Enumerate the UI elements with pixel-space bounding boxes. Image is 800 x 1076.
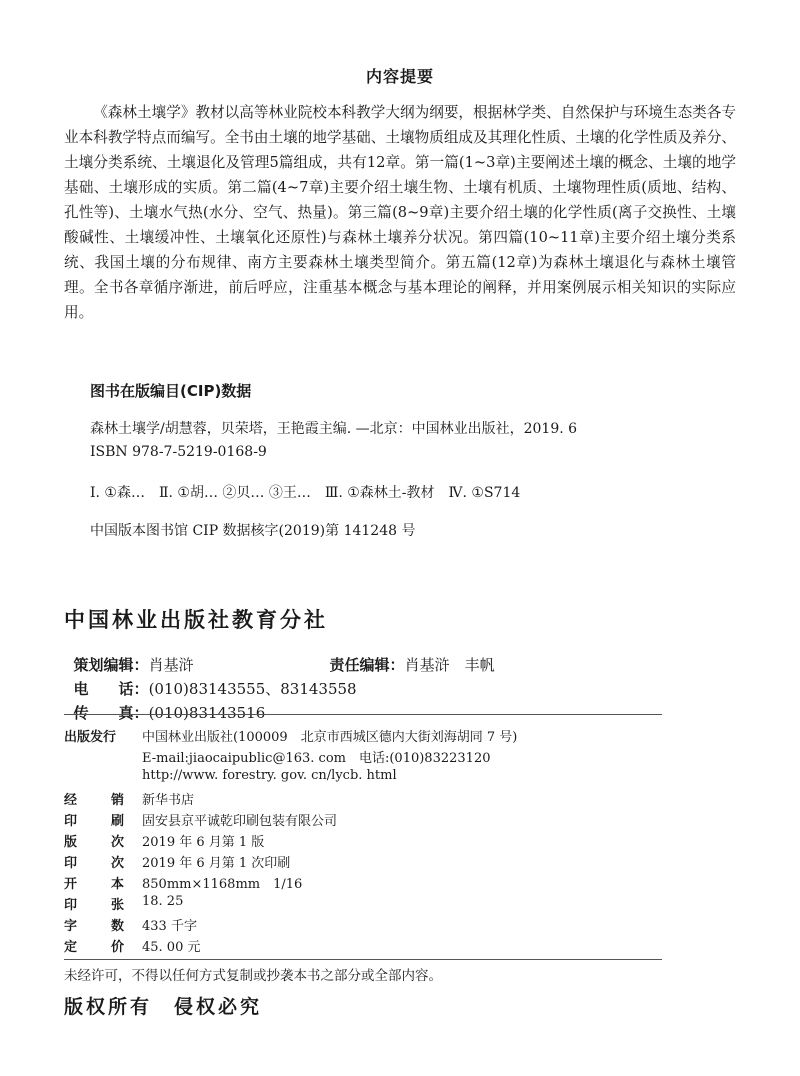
summary-title: 内容提要 bbox=[365, 67, 434, 86]
planning-editor-label: 策划编辑： bbox=[73, 656, 149, 674]
issuer-label: 出版发行 bbox=[64, 730, 117, 745]
pubinfo-label: 经 销 bbox=[64, 793, 124, 808]
issuer-contact: E-mail:jiaocaipublic@163. com 电话:(010)83223120 bbox=[142, 751, 491, 766]
responsible-editor-value: 肖基浒 丰帆 bbox=[404, 656, 495, 674]
cip-record-number: 中国版本图书馆 CIP 数据核字(2019)第 141248 号 bbox=[90, 523, 416, 539]
pubinfo-label: 字 数 bbox=[64, 919, 124, 934]
publisher-name: 中国林业出版社教育分社 bbox=[64, 607, 328, 632]
price-value: 45. 00 元 bbox=[142, 940, 201, 955]
issuer-website: http://www. forestry. gov. cn/lycb. html bbox=[142, 768, 397, 783]
copyright-notice: 未经许可，不得以任何方式复制或抄袭本书之部分或全部内容。 bbox=[64, 968, 442, 984]
divider bbox=[64, 714, 662, 715]
distributor-value: 新华书店 bbox=[142, 793, 195, 808]
printer-value: 固安县京平诚乾印刷包装有限公司 bbox=[142, 814, 338, 829]
printing-value: 2019 年 6 月第 1 次印刷 bbox=[142, 856, 291, 871]
fax-label: 传 真： bbox=[73, 704, 149, 722]
pubinfo-label: 版 次 bbox=[64, 835, 124, 850]
rights-reserved: 版权所有 侵权必究 bbox=[64, 996, 263, 1018]
pubinfo-label: 印 次 bbox=[64, 856, 124, 871]
pubinfo-label: 印 刷 bbox=[64, 814, 124, 829]
cip-isbn: ISBN 978-7-5219-0168-9 bbox=[90, 444, 267, 460]
word-count-value: 433 千字 bbox=[142, 919, 197, 934]
edition-value: 2019 年 6 月第 1 版 bbox=[142, 835, 265, 850]
pubinfo-label: 印 张 bbox=[64, 898, 124, 913]
format-value: 850mm×1168mm 1/16 bbox=[142, 877, 303, 892]
pubinfo-label: 开 本 bbox=[64, 877, 124, 892]
divider bbox=[64, 959, 662, 960]
cip-heading: 图书在版编目(CIP)数据 bbox=[90, 382, 252, 400]
planning-editor-value: 肖基浒 bbox=[148, 656, 194, 674]
fax-row bbox=[64, 684, 265, 723]
responsible-editor-label: 责任编辑： bbox=[329, 656, 405, 674]
summary-body: 《森林土壤学》教材以高等林业院校本科教学大纲为纲要，根据林学类、自然保护与环境生态类各专业本科教学特点而编写。全书由土壤的地学基础、土壤物质组成及其理化性质、土壤的化学性质及养分、土壤分类系统、土壤退化及管理5篇组成，共有12章。第一篇(1~3章)主要阐述土壤的概念、土壤的地学基础、土壤形成的实质。第二篇(4~7章)主要介绍土壤生物、土壤有机质、土壤物理性质(质地、结构、孔性等)、土壤水气热(水分、空气、热量)。第三篇(8~9章)主要介绍土壤的化学性质(离子交换性、土壤酸碱性、土壤缓冲性、土壤氧化还原性)与森林土壤养分状况。第四篇(10~11章)主要介绍土壤分类系统、我国土壤的分布规律、南方主要森林土壤类型简介。第五篇(12章)为森林土壤退化与森林土壤管理。全书各章循序渐进，前后呼应，注重基本概念与基本理论的阐释，并用案例展示相关知识的实际应用。 bbox=[64, 104, 736, 321]
phone-label: 电 话： bbox=[73, 680, 149, 698]
cip-classification: Ⅰ. ①森… Ⅱ. ①胡… ②贝… ③王… Ⅲ. ①森林土-教材 Ⅳ. ①S714 bbox=[90, 485, 521, 501]
issuer-address: 中国林业出版社(100009 北京市西城区德内大街刘海胡同 7 号) bbox=[142, 730, 518, 745]
phone-value: (010)83143555、83143558 bbox=[148, 680, 357, 698]
pubinfo-label: 定 价 bbox=[64, 940, 124, 955]
sheets-value: 18. 25 bbox=[142, 894, 184, 909]
cip-book-record: 森林土壤学/胡慧蓉，贝荣塔，王艳霞主编. —北京：中国林业出版社，2019. 6 bbox=[90, 421, 578, 437]
fax-value: (010)83143516 bbox=[148, 704, 266, 722]
